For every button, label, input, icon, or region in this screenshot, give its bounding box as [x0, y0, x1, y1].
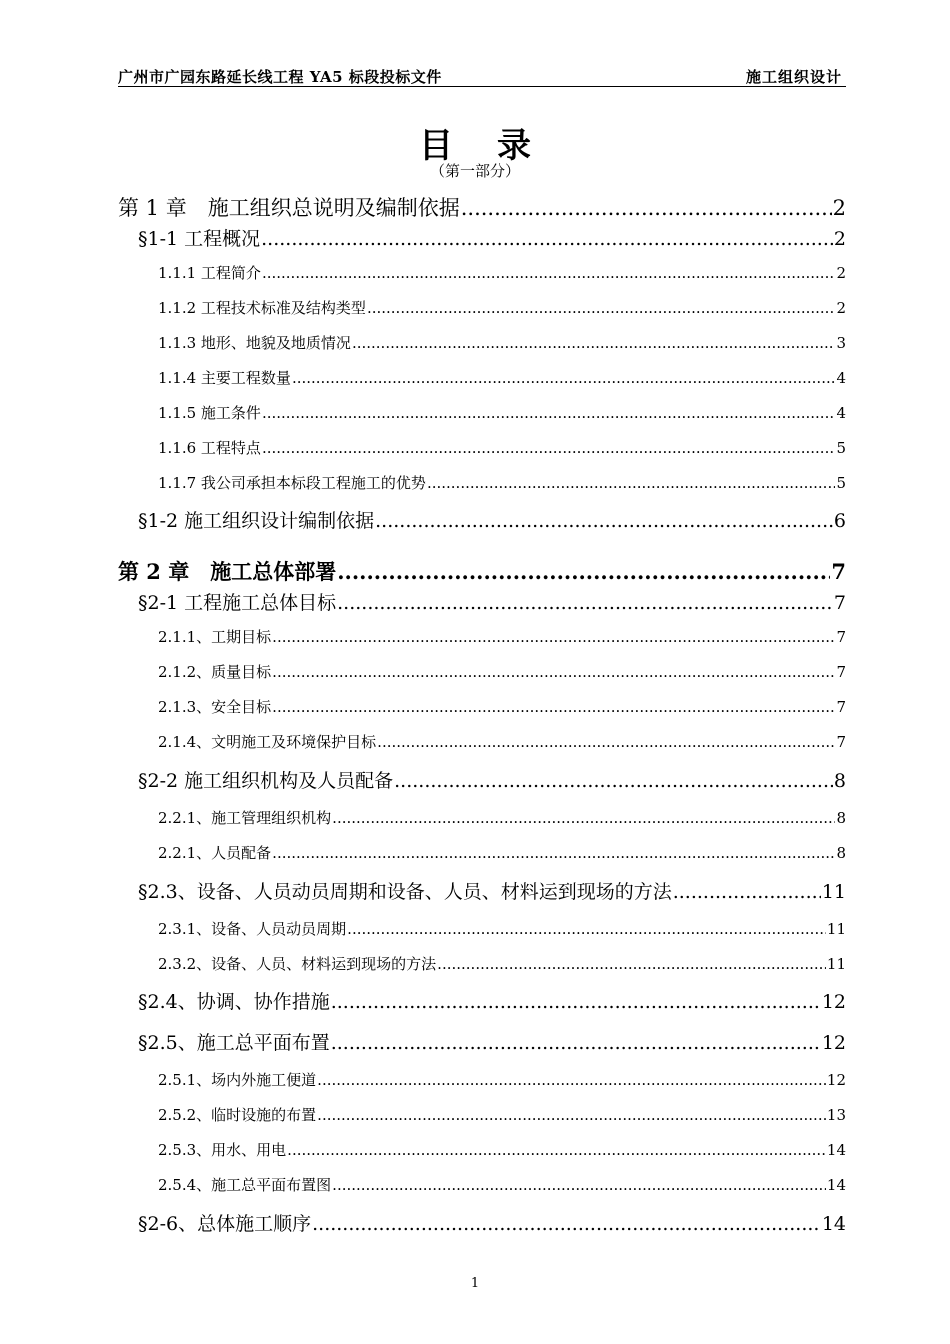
- toc-entry-label: 2.5.1、场内外施工便道: [158, 1071, 317, 1089]
- toc-entry-label: 2.1.3、安全目标: [158, 698, 272, 716]
- toc-entry-label: §2-1 工程施工总体目标: [138, 592, 337, 614]
- toc-entry-page: 2: [836, 264, 846, 282]
- toc-entry-page: 8: [836, 844, 846, 862]
- header-document-title: 广州市广园东路延长线工程 YA5 标段投标文件: [118, 68, 442, 86]
- toc-entry-label: 第 2 章 施工总体部署: [118, 559, 337, 584]
- toc-entry-page: 7: [836, 733, 846, 751]
- toc-entry-subsection[interactable]: [158, 297, 846, 318]
- toc-entry-subsection[interactable]: [158, 807, 846, 828]
- toc-entry-page: 14: [826, 1141, 846, 1159]
- toc-entry-label: 1.1.6 工程特点: [158, 439, 261, 457]
- toc-entry-label: §2.5、施工总平面布置: [138, 1032, 330, 1054]
- toc-entry-page: 11: [826, 920, 846, 938]
- toc-entry-label: 2.5.4、施工总平面布置图: [158, 1176, 332, 1194]
- toc-entry-subsection[interactable]: [158, 918, 846, 939]
- toc-entry-label: 第 1 章 施工组织总说明及编制依据: [118, 196, 460, 220]
- toc-entry-label: 2.1.4、文明施工及环境保护目标: [158, 733, 377, 751]
- toc-entry-label: 2.5.3、用水、用电: [158, 1141, 287, 1159]
- toc-entry-section[interactable]: [138, 766, 846, 793]
- toc-entry-section[interactable]: [138, 877, 846, 904]
- toc-entry-subsection[interactable]: [158, 953, 846, 974]
- toc-entry-page: 5: [836, 439, 846, 457]
- toc-entry-label: 1.1.1 工程简介: [158, 264, 261, 282]
- toc-entry-label: 2.2.1、施工管理组织机构: [158, 809, 332, 827]
- toc-entry-page: 4: [836, 369, 846, 387]
- toc-entry-subsection[interactable]: [158, 661, 846, 682]
- toc-entry-page: 2: [836, 299, 846, 317]
- toc-entry-label: 2.3.2、设备、人员、材料运到现场的方法: [158, 955, 437, 973]
- toc-entry-page: 7: [833, 592, 846, 614]
- toc-entry-page: 8: [833, 770, 846, 792]
- toc-entry-page: 11: [821, 881, 846, 903]
- toc-title: 目录: [419, 126, 575, 166]
- toc-entry-subsection[interactable]: [158, 402, 846, 423]
- toc-entry-page: 12: [821, 1032, 846, 1054]
- toc-entry-page: 6: [833, 510, 846, 532]
- toc-entry-subsection[interactable]: [158, 262, 846, 283]
- header-section-title: 施工组织设计: [745, 68, 842, 86]
- toc-entry-page: 7: [831, 559, 846, 584]
- toc-entry-section[interactable]: [138, 1209, 846, 1236]
- toc-entry-label: 1.1.7 我公司承担本标段工程施工的优势: [158, 474, 426, 492]
- toc-entry-subsection[interactable]: [158, 1174, 846, 1195]
- toc-entry-label: §1-2 施工组织设计编制依据: [138, 510, 375, 532]
- toc-entry-section[interactable]: [138, 588, 846, 615]
- toc-entry-page: 8: [836, 809, 846, 827]
- toc-entry-label: 1.1.4 主要工程数量: [158, 369, 291, 387]
- toc-entry-subsection[interactable]: [158, 626, 846, 647]
- page-number: 1: [470, 1276, 480, 1291]
- toc-entry-label: 2.1.1、工期目标: [158, 628, 272, 646]
- toc-entry-page: 5: [836, 474, 846, 492]
- toc-entry-subsection[interactable]: [158, 1069, 846, 1090]
- toc-entry-label: 1.1.5 施工条件: [158, 404, 261, 422]
- toc-entry-subsection[interactable]: [158, 731, 846, 752]
- toc-entry-subsection[interactable]: [158, 696, 846, 717]
- toc-entry-label: §2-6、总体施工顺序: [138, 1213, 312, 1235]
- toc-entry-page: 2: [833, 228, 846, 250]
- toc-entry-subsection[interactable]: [158, 472, 846, 493]
- toc-entry-label: 2.3.1、设备、人员动员周期: [158, 920, 347, 938]
- toc-entry-page: 13: [826, 1106, 846, 1124]
- toc-entry-page: 12: [821, 991, 846, 1013]
- toc-entry-page: 4: [836, 404, 846, 422]
- toc-entry-subsection[interactable]: [158, 842, 846, 863]
- toc-entry-page: 14: [826, 1176, 846, 1194]
- toc-entry-label: 2.5.2、临时设施的布置: [158, 1106, 317, 1124]
- toc-entry-page: 11: [826, 955, 846, 973]
- toc-entry-subsection[interactable]: [158, 1104, 846, 1125]
- toc-entry-label: §2.4、协调、协作措施: [138, 991, 330, 1013]
- toc-entry-label: 1.1.3 地形、地貌及地质情况: [158, 334, 351, 352]
- toc-entry-chapter[interactable]: [118, 192, 846, 222]
- toc-subtitle: （第一部分）: [429, 162, 520, 180]
- page-header: [118, 64, 846, 87]
- toc-entry-label: §2.3、设备、人员动员周期和设备、人员、材料运到现场的方法: [138, 881, 672, 903]
- toc-entry-page: 7: [836, 663, 846, 681]
- toc-entry-section[interactable]: [138, 224, 846, 251]
- toc-entry-label: 2.2.1、人员配备: [158, 844, 272, 862]
- toc-entry-subsection[interactable]: [158, 437, 846, 458]
- toc-entry-section[interactable]: [138, 506, 846, 533]
- toc-entry-subsection[interactable]: [158, 367, 846, 388]
- toc-entry-subsection[interactable]: [158, 1139, 846, 1160]
- toc-entry-page: 7: [836, 698, 846, 716]
- toc-entry-label: §1-1 工程概况: [138, 228, 261, 250]
- toc-entry-label: 1.1.2 工程技术标准及结构类型: [158, 299, 366, 317]
- toc-entry-chapter[interactable]: [118, 556, 846, 586]
- toc-entry-section[interactable]: [138, 1028, 846, 1055]
- toc-entry-page: 14: [821, 1213, 846, 1235]
- toc-entry-section[interactable]: [138, 987, 846, 1014]
- toc-entry-page: 7: [836, 628, 846, 646]
- toc-entry-label: 2.1.2、质量目标: [158, 663, 272, 681]
- toc-entry-page: 12: [826, 1071, 846, 1089]
- toc-entry-subsection[interactable]: [158, 332, 846, 353]
- toc-entry-page: 3: [836, 334, 846, 352]
- toc-entry-label: §2-2 施工组织机构及人员配备: [138, 770, 394, 792]
- toc-entry-page: 2: [832, 196, 846, 220]
